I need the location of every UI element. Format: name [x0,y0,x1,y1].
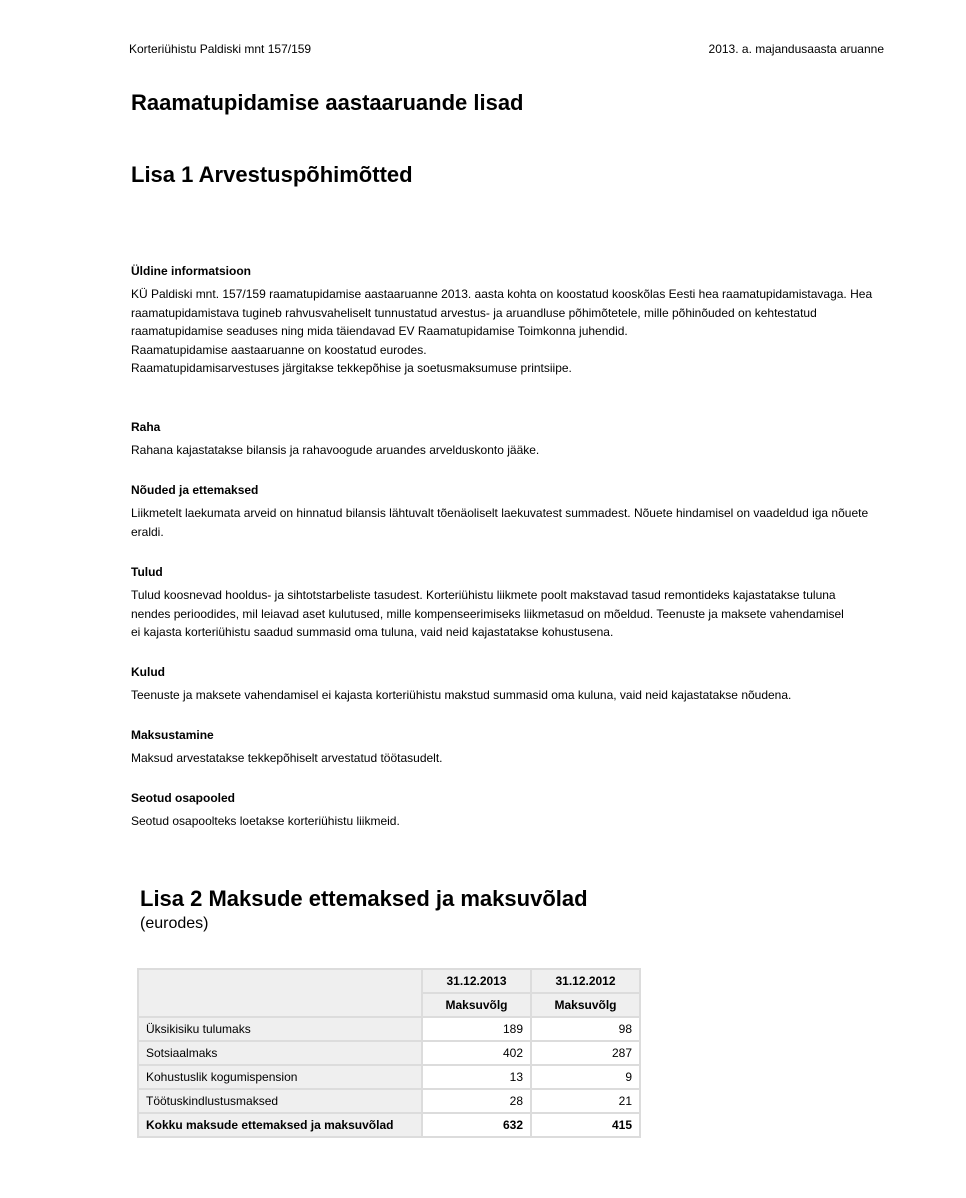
text-line: Seotud osapoolteks loetakse korteriühistu liikmeid. [131,814,400,828]
section-body [131,686,911,705]
text-line: nendes perioodides, mil leiavad aset kulutused, mille kompenseerimiseks liikmetasud on mõeldud. Teenuste ja maksete vahendamisel [131,606,844,621]
section-cash [131,419,911,460]
table-total-row [138,1113,640,1137]
section-title: Üldine informatsioon [131,264,251,278]
table-row [138,1041,640,1065]
table-header-row [138,969,640,993]
table-row [138,1065,640,1089]
text-line: Raamatupidamisarvestuses järgitakse tekkepõhise ja soetusmaksumuse printsiipe. [131,361,572,375]
section-general-info [131,263,911,378]
row-value: 21 [531,1089,640,1113]
lisa2-title: Lisa 2 Maksude ettemaksed ja maksuvõlad [140,886,588,911]
text-line: raamatupidamise seaduses ning mida täiendavad EV Raamatupidamise Toimkonna juhendid. [131,324,628,338]
section-body [131,441,911,460]
table-corner-cell [138,969,422,1017]
section-body [131,749,911,768]
row-value: 189 [422,1017,531,1041]
row-value: 9 [531,1065,640,1089]
section-title: Nõuded ja ettemaksed [131,483,259,497]
column-date: 31.12.2012 [531,969,640,993]
total-value: 632 [422,1113,531,1137]
section-expenses [131,664,911,705]
text-line: Tulud koosnevad hooldus- ja sihtotstarbeliste tasudest. Korteriühistu liikmete poolt makstavad tasud remontideks kajastatakse tuluna [131,588,836,602]
text-line: Rahana kajastatakse bilansis ja rahavoogude aruandes arvelduskonto jääke. [131,443,540,457]
section-title: Maksustamine [131,728,214,742]
section-taxation [131,727,911,768]
row-label: Kohustuslik kogumispension [138,1065,422,1089]
text-line: Teenuste ja maksete vahendamisel ei kajasta korteriühistu makstud summasid oma kuluna, vaid neid kajastatakse nõudena. [131,688,792,702]
total-value: 415 [531,1113,640,1137]
section-revenue [131,564,911,642]
column-subheader: Maksuvõlg [531,993,640,1017]
row-value: 402 [422,1041,531,1065]
section-related-parties [131,790,911,831]
text-line: Liikmetelt laekumata arveid on hinnatud bilansis lähtuvalt tõenäoliselt laekuvatest summadest. Nõuete hindamisel on vaadeldud iga nõuete [131,506,869,520]
text-line: Raamatupidamise aastaaruanne on koostatud eurodes. [131,342,427,357]
section-receivables [131,482,911,541]
text-line: Maksud arvestatakse tekkepõhiselt arvestatud töötasudelt. [131,751,443,765]
lisa2-currency-note: (eurodes) [140,915,209,932]
text-line: ei kajasta korteriühistu saadud summasid oma tuluna, vaid neid kajastatakse kohustusena. [131,625,614,639]
text-line: raamatupidamistava tugineb rahvusvaheliselt tunnustatud arvestus- ja aruandluse põhimõtetele, mille põhinõuded on kehtestatud [131,305,817,320]
column-subheader: Maksuvõlg [422,993,531,1017]
tax-liabilities-table [137,968,641,1138]
section-title: Seotud osapooled [131,791,236,805]
section-body [131,586,911,642]
section-body [131,504,911,541]
row-value: 13 [422,1065,531,1089]
row-label: Üksikisiku tulumaks [138,1017,422,1041]
row-label: Töötuskindlustusmaksed [138,1089,422,1113]
column-date: 31.12.2013 [422,969,531,993]
lisa1-title: Lisa 1 Arvestuspõhimõtted [131,162,413,187]
row-value: 28 [422,1089,531,1113]
header-organization: Korteriühistu Paldiski mnt 157/159 [129,42,312,56]
text-line: eraldi. [131,524,164,539]
section-title: Tulud [131,565,163,579]
table-row [138,1017,640,1041]
row-value: 98 [531,1017,640,1041]
table-row [138,1089,640,1113]
section-title: Kulud [131,665,165,679]
section-body [131,285,911,378]
row-label: Sotsiaalmaks [138,1041,422,1065]
total-label: Kokku maksude ettemaksed ja maksuvõlad [138,1113,422,1137]
section-body [131,812,911,831]
header-report-title: 2013. a. majandusaasta aruanne [708,42,884,56]
page-title: Raamatupidamise aastaaruande lisad [131,90,524,115]
section-title: Raha [131,420,161,434]
text-line: KÜ Paldiski mnt. 157/159 raamatupidamise aastaaruanne 2013. aasta kohta on koostatud kooskõlas Eesti hea raamatupidamistavaga. Hea [131,287,873,301]
row-value: 287 [531,1041,640,1065]
